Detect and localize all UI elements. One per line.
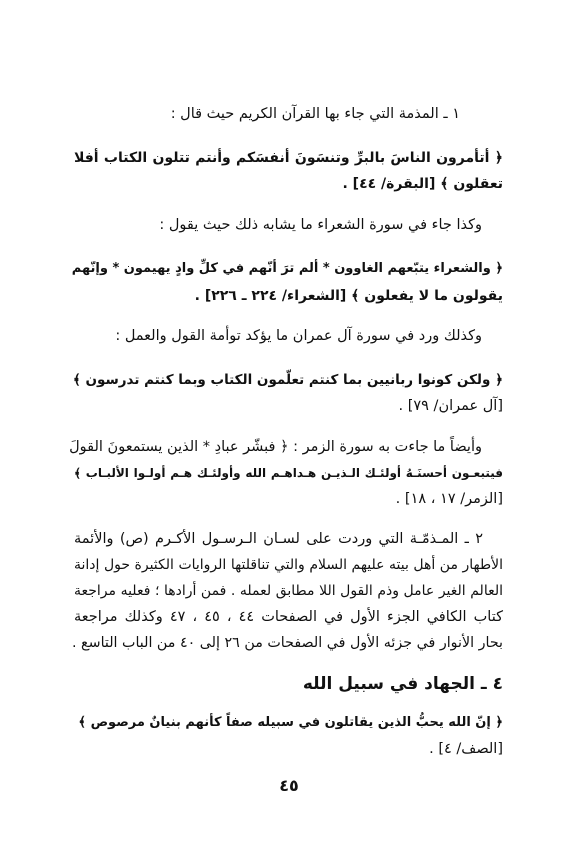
text-line: وكذلك ورد في سورة آل عمران ما يؤكد توأمة القول والعمل : — [115, 328, 482, 344]
text-line: العالم الغير عامل وذم القول اللا مطابق لعمله . فمن أرادها ؛ فعليه مراجعة — [74, 583, 503, 599]
text-line: الأطهار من أهل بيته عليهم السلام والتي تناقلتها الروايات الكثيرة حول إدانة — [74, 557, 503, 573]
citation-line: [آل عمران/ ٧٩] . — [398, 398, 503, 414]
text-line: وأيضاً ما جاءت به سورة الزمر : ﴿ فبشّر عبادِ * الذين يستمعونَ القولَ — [69, 439, 482, 455]
quran-verse-line: ﴿ والشعراء يتبّعهم الغاوون * ألم ترَ أنّهم في كلِّ وادٍ يهيمون * وإنّهم — [71, 261, 503, 276]
page-number: ٤٥ — [279, 776, 299, 795]
section-heading: ٤ ـ الجهاد في سبيل الله — [302, 674, 503, 694]
quran-verse-line: ﴿ أتأمرون الناسَ بالبرِّ وتنسَونَ أنفسَكم وأنتم تتلون الكتاب أفلا — [74, 150, 503, 166]
text-line: وكذا جاء في سورة الشعراء ما يشابه ذلك حيث يقول : — [159, 217, 482, 233]
quran-verse-line: ﴿ ولكن كونوا ربانيين بما كنتم تعلّمون الكتاب وبما كنتم تدرسون ﴾ — [72, 372, 503, 388]
numbered-paragraph-line: ٢ ـ المـذمّـة التي وردت على لسـان الـرسـول الأكـرم (ص) والأئمة — [74, 531, 483, 547]
quran-verse-line: يقولون ما لا يفعلون ﴾ [الشعراء/ ٢٢٤ ـ ٢٢٦] . — [194, 288, 503, 304]
text-line: كتاب الكافي الجزء الأول في الصفحات ٤٤ ، ٤٥ ، ٤٧ وكذلك مراجعة — [74, 609, 503, 625]
citation-line: [الصف/ ٤] . — [429, 741, 503, 757]
citation-line: [الزمر/ ١٧ ، ١٨] . — [395, 491, 503, 507]
quran-verse-line: ﴿ إنّ الله يحبُّ الذين يقاتلون في سبيله صفاً كأنهم بنيانٌ مرصوص ﴾ — [78, 715, 503, 730]
text-line: بحار الأنوار في جزئه الأول في الصفحات من ٢٦ إلى ٤٠ من الباب التاسع . — [71, 635, 503, 651]
quran-verse-line: فيتبعـون أحسنَـهُ أولئـك الـذيـن هـداهـم الله وأولئـك هـم أولـوا الألبـاب ﴾ — [74, 466, 503, 480]
quran-verse-line: تعقلون ﴾ [البقرة/ ٤٤] . — [342, 176, 503, 192]
numbered-paragraph-line: ١ ـ المذمة التي جاء بها القرآن الكريم حيث قال : — [170, 106, 460, 122]
